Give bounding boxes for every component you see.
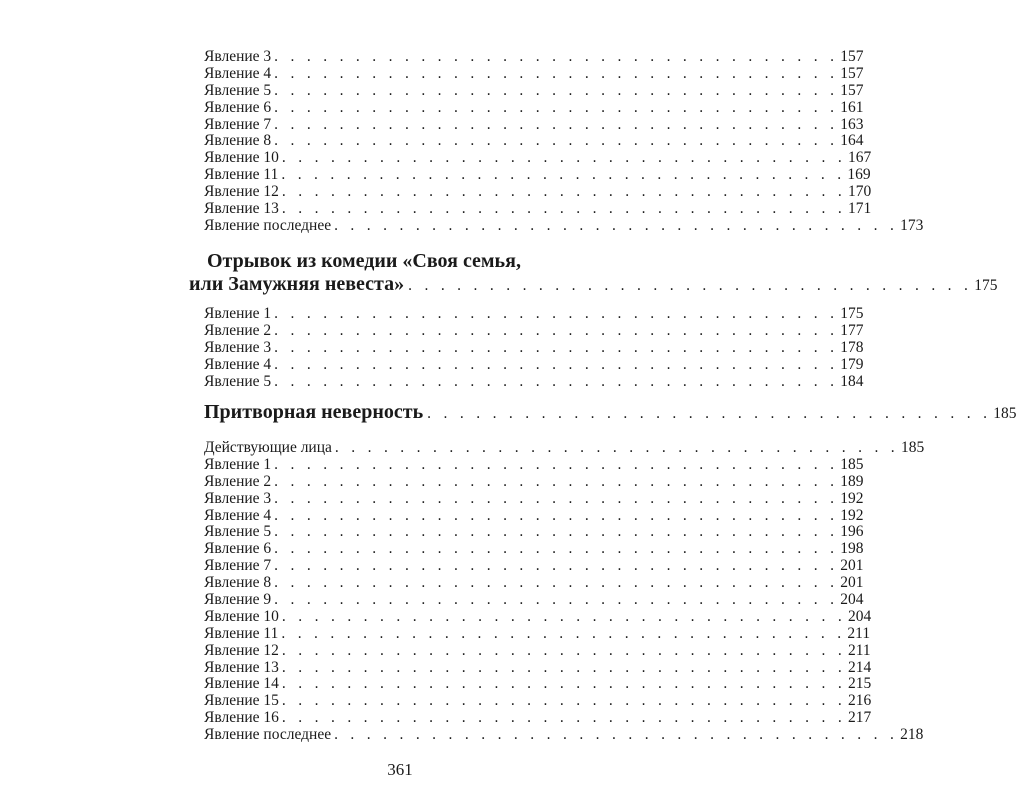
- toc-entry[interactable]: [204, 472, 864, 491]
- leader-dots: . . . . . . . . . . . . . . . . . . . . . . . . . . . . . . . . . . .: [281, 624, 846, 642]
- entry-page: 157: [840, 81, 864, 99]
- toc-entry[interactable]: [204, 338, 864, 357]
- page-number: 361: [387, 760, 413, 779]
- entry-label: Явление 7: [204, 557, 272, 575]
- entry-label: Явление 1: [204, 305, 272, 322]
- toc-section-2-entries: [204, 305, 864, 390]
- entry-page: 171: [848, 200, 872, 218]
- entry-label: Явление 5: [204, 81, 272, 99]
- entry-label: Явление 15: [204, 692, 279, 710]
- leader-dots: . . . . . . . . . . . . . . . . . . . . . . . . . . . . . . . . . . .: [274, 557, 839, 575]
- leader-dots: . . . . . . . . . . . . . . . . . . . . . . . . . . . . . . . . . . .: [274, 48, 839, 65]
- section-title-line-1[interactable]: Отрывок из комедии «Своя семья,: [207, 250, 521, 272]
- toc-entry[interactable]: [204, 321, 864, 340]
- leader-dots: . . . . . . . . . . . . . . . . . . . . . . . . . . . . . . . . . . .: [274, 540, 839, 558]
- leader-dots: . . . . . . . . . . . . . . . . . . . . . . . . . . . . . . . . . . .: [427, 405, 992, 422]
- toc-entry[interactable]: [204, 624, 871, 643]
- leader-dots: . . . . . . . . . . . . . . . . . . . . . . . . . . . . . . . . . . .: [274, 321, 839, 339]
- leader-dots: . . . . . . . . . . . . . . . . . . . . . . . . . . . . . . . . . . .: [281, 641, 846, 659]
- leader-dots: . . . . . . . . . . . . . . . . . . . . . . . . . . . . . . . . . . .: [274, 338, 839, 356]
- entry-page: 189: [840, 472, 864, 490]
- section-page: 185: [993, 405, 1017, 422]
- leader-dots: . . . . . . . . . . . . . . . . . . . . . . . . . . . . . . . . . . .: [274, 98, 839, 116]
- entry-page: 198: [840, 540, 864, 558]
- entry-label: Явление 13: [204, 200, 279, 218]
- toc-entry[interactable]: [204, 709, 872, 727]
- leader-dots: . . . . . . . . . . . . . . . . . . . . . . . . . . . . . . . . . . .: [281, 607, 846, 625]
- leader-dots: . . . . . . . . . . . . . . . . . . . . . . . . . . . . . . . . . . .: [281, 200, 846, 218]
- toc-section-3: [204, 401, 1017, 424]
- entry-page: 179: [840, 355, 864, 373]
- toc-entry[interactable]: [204, 607, 872, 626]
- leader-dots: . . . . . . . . . . . . . . . . . . . . . . . . . . . . . . . . . . .: [274, 305, 839, 322]
- entry-label: Явление 1: [204, 455, 272, 473]
- toc-entry[interactable]: [204, 48, 864, 66]
- toc-entry[interactable]: [204, 574, 864, 592]
- entry-page: 178: [840, 338, 864, 356]
- entry-label: Действующие лица: [204, 439, 332, 456]
- leader-dots: . . . . . . . . . . . . . . . . . . . . . . . . . . . . . . . . . . .: [274, 574, 839, 592]
- entry-label: Явление 4: [204, 355, 272, 373]
- leader-dots: . . . . . . . . . . . . . . . . . . . . . . . . . . . . . . . . . . .: [274, 115, 839, 133]
- toc-entry[interactable]: [204, 64, 864, 83]
- leader-dots: . . . . . . . . . . . . . . . . . . . . . . . . . . . . . . . . . . .: [334, 726, 899, 744]
- toc-entry[interactable]: [204, 591, 864, 609]
- leader-dots: . . . . . . . . . . . . . . . . . . . . . . . . . . . . . . . . . . .: [274, 472, 839, 490]
- entry-label: Явление 9: [204, 591, 272, 609]
- entry-page: 161: [840, 98, 864, 116]
- toc-entry[interactable]: [204, 439, 925, 457]
- entry-page: 215: [848, 675, 872, 693]
- entry-label: Явление 14: [204, 675, 279, 693]
- leader-dots: . . . . . . . . . . . . . . . . . . . . . . . . . . . . . . . . . . .: [274, 455, 839, 473]
- leader-dots: . . . . . . . . . . . . . . . . . . . . . . . . . . . . . . . . . . .: [274, 355, 839, 373]
- toc-entry[interactable]: [204, 726, 924, 744]
- toc-entry[interactable]: [204, 305, 864, 323]
- toc-entry[interactable]: [204, 132, 864, 150]
- toc-entry[interactable]: [204, 166, 871, 184]
- entry-label: Явление 2: [204, 472, 272, 490]
- leader-dots: . . . . . . . . . . . . . . . . . . . . . . . . . . . . . . . . . . .: [274, 132, 839, 150]
- leader-dots: . . . . . . . . . . . . . . . . . . . . . . . . . . . . . . . . . . .: [281, 166, 846, 184]
- toc-entry[interactable]: [204, 641, 871, 660]
- entry-label: Явление 13: [204, 658, 279, 676]
- toc-entry[interactable]: [204, 675, 872, 693]
- entry-label: Явление 6: [204, 540, 272, 558]
- toc-entry[interactable]: [204, 557, 864, 575]
- toc-entry[interactable]: [204, 540, 864, 558]
- toc-entry[interactable]: [204, 658, 872, 677]
- entry-page: 157: [840, 48, 864, 65]
- toc-entry[interactable]: [204, 115, 864, 134]
- leader-dots: . . . . . . . . . . . . . . . . . . . . . . . . . . . . . . . . . . .: [334, 439, 899, 456]
- leader-dots: . . . . . . . . . . . . . . . . . . . . . . . . . . . . . . . . . . .: [281, 183, 846, 201]
- entry-page: 163: [840, 115, 864, 133]
- entry-label: Явление 5: [204, 372, 272, 390]
- entry-label: Явление 11: [204, 166, 279, 184]
- leader-dots: . . . . . . . . . . . . . . . . . . . . . . . . . . . . . . . . . . .: [274, 523, 839, 541]
- entry-page: 201: [840, 574, 864, 592]
- entry-label: Явление 16: [204, 709, 279, 727]
- entry-label: Явление 4: [204, 506, 272, 524]
- entry-page: 204: [840, 591, 864, 609]
- entry-label: Явление 3: [204, 338, 272, 356]
- entry-label: Явление 11: [204, 624, 279, 642]
- toc-entry[interactable]: [204, 216, 924, 235]
- leader-dots: . . . . . . . . . . . . . . . . . . . . . . . . . . . . . . . . . . .: [408, 277, 973, 294]
- section-title-line-2: или Замужняя невеста»: [189, 273, 405, 295]
- entry-page: 185: [840, 455, 864, 473]
- toc-entry[interactable]: [204, 523, 864, 541]
- toc-entry[interactable]: [204, 200, 872, 218]
- toc-entry[interactable]: [204, 506, 864, 525]
- toc-section-3-entries: [204, 439, 925, 744]
- section-page: 175: [974, 277, 998, 294]
- toc-entry[interactable]: [204, 455, 864, 474]
- entry-page: 169: [847, 166, 871, 184]
- entry-page: 157: [840, 64, 864, 82]
- leader-dots: . . . . . . . . . . . . . . . . . . . . . . . . . . . . . . . . . . .: [281, 709, 846, 727]
- toc-entry[interactable]: [204, 98, 864, 117]
- leader-dots: . . . . . . . . . . . . . . . . . . . . . . . . . . . . . . . . . . .: [274, 372, 839, 390]
- section-title-row[interactable]: [189, 273, 998, 296]
- entry-page: 211: [847, 624, 871, 642]
- entry-page: 201: [840, 557, 864, 575]
- leader-dots: . . . . . . . . . . . . . . . . . . . . . . . . . . . . . . . . . . .: [281, 658, 846, 676]
- entry-label: Явление 12: [204, 641, 279, 659]
- entry-page: 218: [900, 726, 924, 744]
- entry-page: 196: [840, 523, 864, 541]
- entry-label: Явление 4: [204, 64, 272, 82]
- entry-page: 216: [848, 692, 872, 710]
- entry-page: 204: [848, 607, 872, 625]
- entry-page: 170: [848, 183, 872, 201]
- entry-label: Явление последнее: [204, 726, 332, 744]
- toc-entry[interactable]: [204, 355, 864, 374]
- entry-page: 192: [840, 489, 864, 507]
- entry-page: 214: [848, 658, 872, 676]
- entry-page: 184: [840, 372, 864, 390]
- entry-page: 185: [900, 439, 925, 456]
- leader-dots: . . . . . . . . . . . . . . . . . . . . . . . . . . . . . . . . . . .: [274, 591, 839, 609]
- leader-dots: . . . . . . . . . . . . . . . . . . . . . . . . . . . . . . . . . . .: [281, 149, 846, 167]
- entry-label: Явление 5: [204, 523, 272, 541]
- entry-page: 177: [840, 321, 864, 339]
- entry-label: Явление 6: [204, 98, 272, 116]
- section-title-row[interactable]: [204, 401, 1017, 424]
- toc-entry[interactable]: [204, 81, 864, 100]
- leader-dots: . . . . . . . . . . . . . . . . . . . . . . . . . . . . . . . . . . .: [274, 489, 839, 507]
- entry-label: Явление 3: [204, 489, 272, 507]
- toc-entry[interactable]: [204, 372, 864, 391]
- leader-dots: . . . . . . . . . . . . . . . . . . . . . . . . . . . . . . . . . . .: [281, 692, 846, 710]
- toc-entry[interactable]: [204, 183, 872, 201]
- leader-dots: . . . . . . . . . . . . . . . . . . . . . . . . . . . . . . . . . . .: [334, 216, 899, 234]
- toc-entry[interactable]: [204, 149, 872, 167]
- toc-entry[interactable]: [204, 692, 872, 710]
- entry-page: 164: [840, 132, 864, 150]
- entry-page: 211: [848, 641, 871, 659]
- toc-section-2: [189, 250, 998, 296]
- entry-page: 217: [848, 709, 872, 727]
- entry-label: Явление последнее: [204, 216, 332, 234]
- entry-label: Явление 10: [204, 607, 279, 625]
- toc-entry[interactable]: [204, 489, 864, 508]
- leader-dots: . . . . . . . . . . . . . . . . . . . . . . . . . . . . . . . . . . .: [281, 675, 846, 693]
- entry-page: 192: [840, 506, 864, 524]
- entry-page: 173: [900, 216, 924, 234]
- entry-label: Явление 2: [204, 321, 272, 339]
- entry-page: 175: [840, 305, 864, 322]
- entry-label: Явление 10: [204, 149, 279, 167]
- entry-label: Явление 7: [204, 115, 272, 133]
- leader-dots: . . . . . . . . . . . . . . . . . . . . . . . . . . . . . . . . . . .: [274, 64, 839, 82]
- entry-label: Явление 3: [204, 48, 272, 65]
- entry-label: Явление 8: [204, 132, 272, 150]
- toc-section-1: [204, 48, 924, 235]
- section-title: Притворная неверность: [204, 401, 424, 423]
- leader-dots: . . . . . . . . . . . . . . . . . . . . . . . . . . . . . . . . . . .: [274, 506, 839, 524]
- entry-page: 167: [848, 149, 872, 167]
- entry-label: Явление 12: [204, 183, 279, 201]
- entry-label: Явление 8: [204, 574, 272, 592]
- leader-dots: . . . . . . . . . . . . . . . . . . . . . . . . . . . . . . . . . . .: [274, 81, 839, 99]
